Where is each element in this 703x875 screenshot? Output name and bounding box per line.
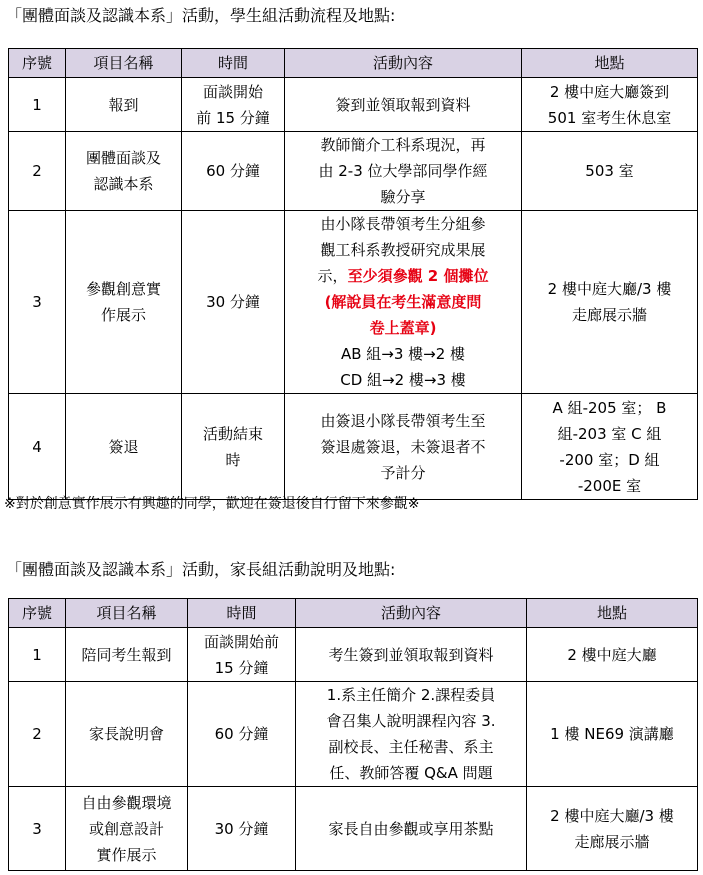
row-no: 1	[9, 628, 66, 682]
required-booths-text: 至少須參觀 2 個攤位	[347, 267, 489, 285]
header-no: 序號	[9, 599, 66, 628]
student-schedule-table	[8, 48, 698, 500]
content-line: 考生簽到並領取報到資料	[328, 645, 494, 664]
time-line: 60 分鐘	[206, 162, 260, 180]
parent-schedule-table	[8, 598, 698, 871]
location-line: 組-203 室 C 組	[557, 424, 662, 443]
item-line: 實作展示	[96, 845, 157, 864]
content-line: 1.系主任簡介 2.課程委員	[326, 686, 496, 704]
header-item: 項目名稱	[66, 49, 182, 78]
content-text: 示，	[317, 267, 348, 285]
location-line: 走廊展示牆	[571, 306, 647, 324]
row-content	[285, 211, 522, 394]
item-line: 團體面談及	[85, 149, 161, 167]
content-line: 由 2-3 位大學部同學作經	[318, 162, 488, 180]
content-line: 教師簡介工科系現況，再	[320, 136, 486, 154]
time-line: 前 15 分鐘	[196, 108, 270, 127]
row-content	[296, 787, 527, 871]
row-time	[182, 132, 285, 211]
table-row	[9, 394, 698, 500]
content-line: AB 組→3 樓→2 樓	[340, 345, 466, 363]
row-content	[296, 682, 527, 787]
location-line: A 組-205 室； B	[552, 398, 667, 417]
row-time	[188, 628, 296, 682]
row-content	[296, 628, 527, 682]
item-line: 作展示	[100, 306, 146, 324]
item-line: 參觀創意實	[85, 280, 161, 298]
item-line: 報到	[108, 95, 139, 114]
content-line: 簽到並領取報到資料	[335, 95, 471, 114]
row-item	[66, 211, 182, 394]
content-line: 由小隊長帶領考生分組參	[320, 215, 486, 233]
row-item	[66, 78, 182, 132]
row-time	[188, 787, 296, 871]
row-location	[522, 211, 698, 394]
row-item	[66, 682, 188, 787]
location-line: -200E 室	[577, 476, 642, 495]
item-line: 認識本系	[93, 175, 154, 193]
row-time	[182, 211, 285, 394]
table-row	[9, 787, 698, 871]
header-no: 序號	[9, 49, 66, 78]
row-no: 3	[9, 211, 66, 394]
content-line: 驗分享	[380, 188, 426, 206]
location-line: 501 室考生休息室	[547, 108, 672, 127]
table-row	[9, 682, 698, 787]
location-line: -200 室；D 組	[559, 450, 660, 469]
row-item	[66, 394, 182, 500]
item-line: 簽退	[108, 437, 139, 456]
table-row	[9, 211, 698, 394]
row-location	[527, 628, 698, 682]
table-row	[9, 78, 698, 132]
location-line: 2 樓中庭大廳/3 樓	[550, 806, 674, 825]
row-location	[522, 78, 698, 132]
content-line: 會召集人說明課程內容 3.	[326, 712, 496, 730]
header-time: 時間	[188, 599, 296, 628]
row-location	[522, 132, 698, 211]
header-content: 活動內容	[296, 599, 527, 628]
content-line: 由簽退小隊長帶領考生至	[320, 411, 486, 430]
header-content: 活動內容	[285, 49, 522, 78]
row-location	[527, 787, 698, 871]
content-line: 觀工科系教授研究成果展	[320, 241, 486, 259]
row-time	[182, 394, 285, 500]
location-line: 2 樓中庭大廳	[567, 645, 657, 664]
content-line: 簽退處簽退，未簽退者不	[320, 437, 486, 456]
row-item	[66, 787, 188, 871]
item-line: 陪同考生報到	[81, 645, 172, 664]
content-line: 任、教師答覆 Q&A 問題	[329, 764, 493, 782]
content-line: 予計分	[380, 463, 426, 482]
row-item	[66, 132, 182, 211]
location-line: 503 室	[585, 162, 634, 180]
row-location	[522, 394, 698, 500]
table-row	[9, 132, 698, 211]
footnote: ※對於創意實作展示有興趣的同學，歡迎在簽退後自行留下來參觀※	[4, 496, 420, 512]
header-item: 項目名稱	[66, 599, 188, 628]
stamp-note-text: (解說員在考生滿意度問	[324, 293, 482, 311]
time-line: 60 分鐘	[214, 725, 269, 743]
location-line: 走廊展示牆	[574, 832, 650, 851]
row-content	[285, 394, 522, 500]
section1-heading: 「團體面談及認識本系」活動，學生組活動流程及地點:	[6, 6, 396, 25]
row-no: 2	[9, 132, 66, 211]
time-line: 面談開始前	[203, 632, 279, 651]
header-location: 地點	[522, 49, 698, 78]
row-item	[66, 628, 188, 682]
row-no: 2	[9, 682, 66, 787]
item-line: 或創意設計	[88, 819, 164, 838]
row-no: 4	[9, 394, 66, 500]
header-location: 地點	[527, 599, 698, 628]
table-header-row	[9, 49, 698, 78]
row-location	[527, 682, 698, 787]
location-line: 2 樓中庭大廳/3 樓	[547, 280, 672, 298]
time-line: 活動結束	[202, 424, 263, 443]
section2-heading: 「團體面談及認識本系」活動，家長組活動說明及地點:	[6, 560, 396, 579]
time-line: 30 分鐘	[214, 819, 269, 838]
content-line: CD 組→2 樓→3 樓	[340, 371, 466, 389]
content-line	[288, 263, 518, 289]
time-line: 面談開始	[202, 82, 263, 101]
header-time: 時間	[182, 49, 285, 78]
time-line: 15 分鐘	[214, 658, 269, 677]
table-row	[9, 628, 698, 682]
content-line: 家長自由參觀或享用茶點	[328, 819, 494, 838]
time-line: 30 分鐘	[206, 293, 260, 311]
item-line: 自由參觀環境	[81, 793, 172, 812]
table-header-row	[9, 599, 698, 628]
content-line: 副校長、主任秘書、系主	[328, 738, 494, 756]
row-time	[188, 682, 296, 787]
stamp-note-text: 卷上蓋章)	[369, 319, 437, 337]
row-time	[182, 78, 285, 132]
location-line: 2 樓中庭大廳簽到	[549, 82, 670, 101]
item-line: 家長說明會	[88, 725, 164, 743]
row-content	[285, 78, 522, 132]
location-line: 1 樓 NE69 演講廳	[550, 725, 674, 743]
row-no: 3	[9, 787, 66, 871]
row-content	[285, 132, 522, 211]
row-no: 1	[9, 78, 66, 132]
time-line: 時	[225, 450, 241, 469]
